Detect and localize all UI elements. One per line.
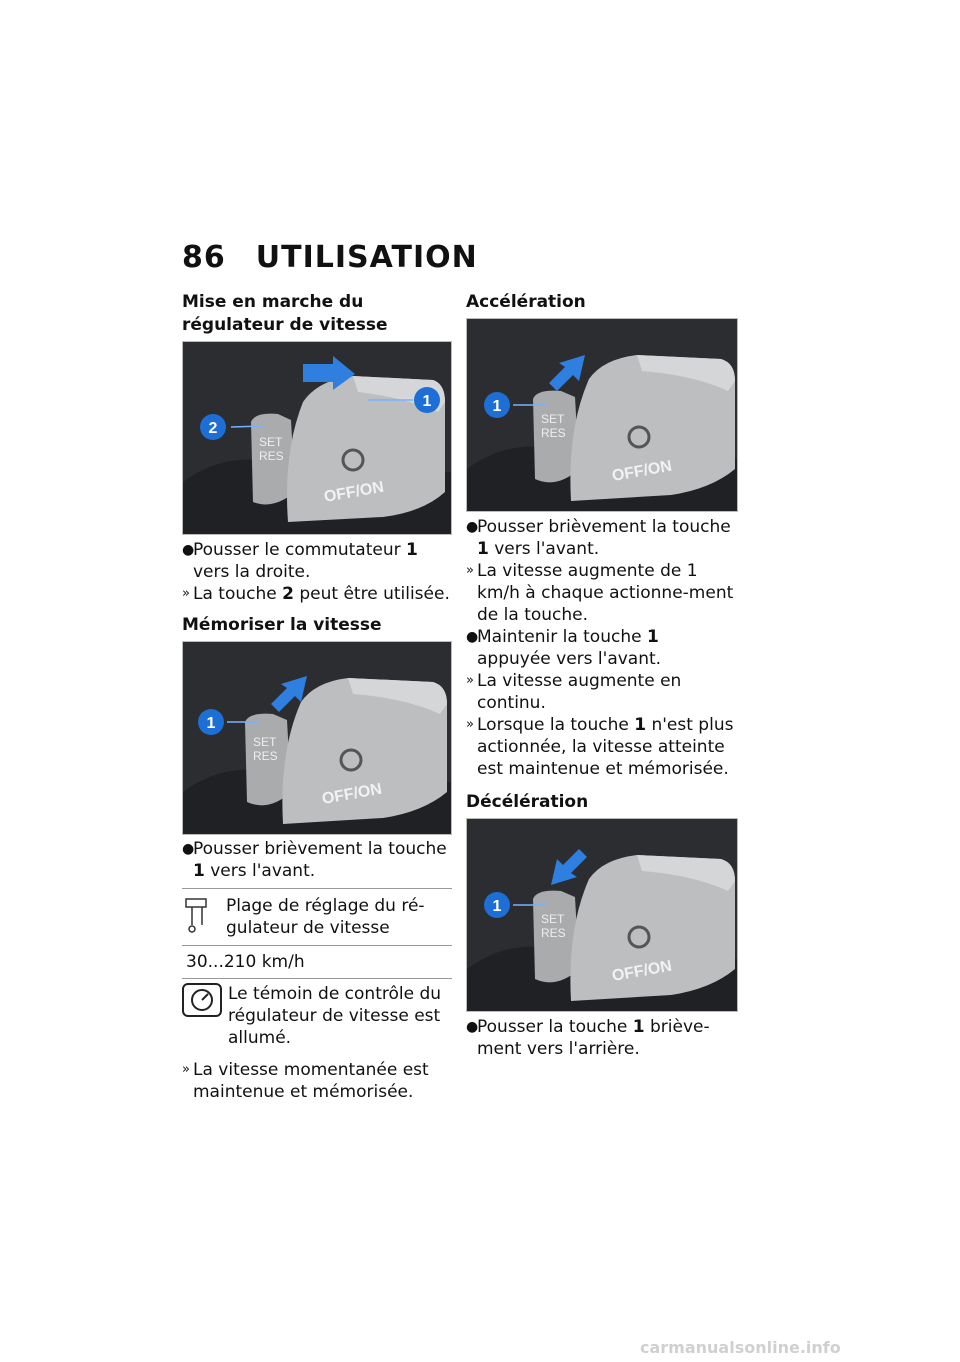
svg-text:RES: RES (541, 926, 566, 940)
page-number: 86 (182, 240, 226, 275)
figure-accel (466, 318, 738, 512)
figure-memorize (182, 641, 452, 835)
offon-text: OFF/ON (322, 478, 386, 506)
figure-decel (466, 818, 738, 1012)
result-arrow-icon: » (466, 717, 474, 732)
svg-text:1: 1 (422, 393, 432, 410)
spec-table (182, 888, 452, 979)
page-header (182, 240, 478, 275)
section-title-accel: Accélération (466, 292, 586, 312)
steps-decel (466, 1016, 736, 1060)
svg-text:SET: SET (253, 735, 277, 749)
spec-table-value: 30...210 km/h (186, 952, 305, 972)
bullet-icon: ● (466, 519, 479, 535)
res-text: RES (259, 449, 284, 463)
bullet-icon: ● (466, 629, 479, 645)
svg-text:OFF/ON: OFF/ON (610, 457, 674, 485)
watermark: carmanualsonline.info (640, 1338, 841, 1357)
accel-section (466, 291, 736, 314)
regulator-range-icon (182, 895, 226, 939)
steps-memorize (182, 838, 452, 1103)
decel-section (466, 791, 736, 814)
steps-enable (182, 539, 452, 605)
svg-text:1: 1 (206, 715, 216, 732)
step-result: » La vitesse momentanée est maintenue et mémorisée. (182, 1060, 429, 1102)
svg-text:RES: RES (253, 749, 278, 763)
step-result: » La vitesse augmente de 1 km/h à chaque actionne-ment de la touche. (466, 561, 734, 625)
set-text: SET (259, 435, 283, 449)
svg-text:OFF/ON: OFF/ON (320, 780, 384, 808)
section-title-enable: Mise en marche du régulateur de vitesse (182, 292, 388, 335)
section-title-decel: Décélération (466, 792, 589, 812)
svg-text:1: 1 (492, 898, 502, 915)
svg-text:SET: SET (541, 912, 565, 926)
figure-enable (182, 341, 452, 535)
result-arrow-icon: » (182, 586, 190, 601)
chapter-title: UTILISATION (255, 240, 478, 275)
left-column (182, 291, 452, 337)
step-result: » La vitesse augmente en continu. (466, 671, 682, 713)
step-result: » Lorsque la touche 1 n'est plus actionnée, la vitesse atteinte est maintenue et mémorisée. (466, 715, 734, 779)
result-arrow-icon: » (466, 563, 474, 578)
svg-text:1: 1 (492, 398, 502, 415)
step-action: ● Pousser brièvement la touche 1 vers l'avant. (466, 517, 731, 559)
step-action: ● Pousser le commutateur 1 vers la droite. (182, 540, 418, 582)
memorize-section (182, 614, 452, 637)
bullet-icon: ● (466, 1019, 479, 1035)
svg-text:2: 2 (208, 420, 218, 437)
indicator-note: Le témoin de contrôle du régulateur de vitesse est allumé. (182, 983, 452, 1049)
result-arrow-icon: » (182, 1062, 190, 1077)
step-result: » La touche 2 peut être utilisée. (182, 584, 450, 604)
steps-accel (466, 516, 736, 780)
cruise-indicator-icon (182, 983, 222, 1049)
spec-table-header: Plage de réglage du ré-gulateur de vitesse (182, 889, 452, 946)
bullet-icon: ● (182, 841, 195, 857)
svg-text:SET: SET (541, 412, 565, 426)
svg-text:RES: RES (541, 426, 566, 440)
step-action: ● Pousser la touche 1 briève-ment vers l'arrière. (466, 1017, 710, 1059)
step-action: ● Pousser brièvement la touche 1 vers l'avant. (182, 839, 447, 881)
bullet-icon: ● (182, 542, 195, 558)
section-title-memorize: Mémoriser la vitesse (182, 615, 382, 635)
svg-text:OFF/ON: OFF/ON (610, 957, 674, 985)
result-arrow-icon: » (466, 673, 474, 688)
step-action: ● Maintenir la touche 1 appuyée vers l'avant. (466, 627, 662, 669)
